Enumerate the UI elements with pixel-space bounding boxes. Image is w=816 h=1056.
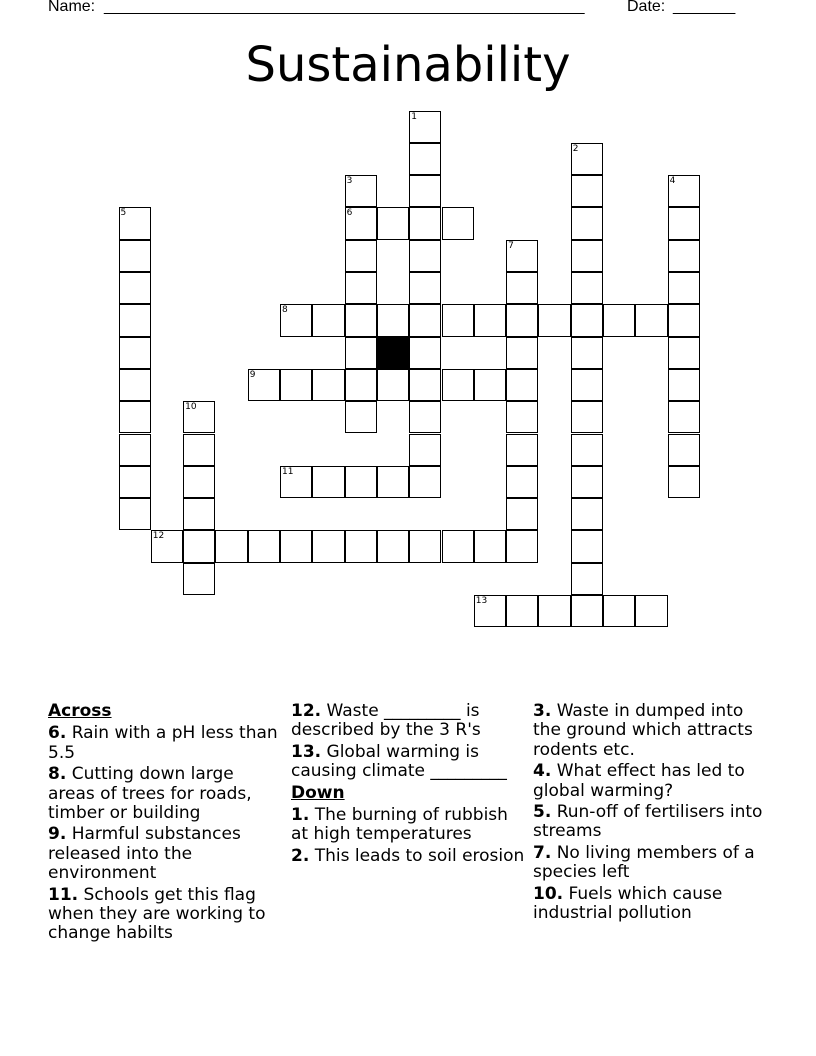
grid-cell[interactable] [119,240,151,272]
clue-text: Rain with a pH less than 5.5 [48,723,278,763]
grid-cell[interactable] [183,434,215,466]
grid-cell[interactable] [668,207,700,239]
clue-text: This leads to soil erosion [314,845,525,866]
clue-number: 9. [48,824,67,845]
grid-cell[interactable] [345,175,377,207]
cell-number: 11 [282,466,294,477]
clue-across-6 [48,724,284,763]
clue-text: No living members of a species left [533,842,755,883]
grid-cell[interactable] [571,240,603,272]
grid-cell[interactable] [442,530,474,562]
grid-cell[interactable] [571,304,603,336]
clue-across-8 [48,765,284,823]
grid-cell[interactable] [506,240,538,272]
grid-cell[interactable] [377,207,409,239]
grid-cell[interactable] [280,369,312,401]
clue-down-3 [533,702,769,760]
clue-number: 5. [533,802,552,823]
grid-cell[interactable] [409,143,441,175]
clue-text: Waste in dumped into the ground which attracts rodents etc. [533,701,753,760]
grid-cell[interactable] [506,337,538,369]
cell-number: 10 [185,402,197,413]
grid-cell[interactable] [603,595,635,627]
clue-text: The burning of rubbish at high temperatures [291,805,508,845]
grid-cell[interactable] [280,304,312,336]
grid-cell[interactable] [442,207,474,239]
page-title: Sustainability [245,37,571,93]
clue-text: Waste _________ is described by the 3 R's [291,701,481,741]
grid-cell[interactable] [442,304,474,336]
grid-cell[interactable] [248,530,280,562]
grid-cell[interactable] [119,401,151,433]
grid-cell[interactable] [506,434,538,466]
grid-cell[interactable] [183,530,215,562]
clue-number: 8. [48,764,67,785]
grid-cell[interactable] [668,401,700,433]
grid-cell[interactable] [571,337,603,369]
grid-cell[interactable] [409,304,441,336]
grid-cell[interactable] [409,111,441,143]
clue-text: Harmful substances released into the environment [48,824,241,884]
clue-text: Cutting down large areas of trees for roads, timber or building [48,764,252,824]
date-label: Date: [627,0,666,15]
cell-number: 13 [475,596,488,606]
clue-text: Global warming is causing climate _________ [291,741,507,782]
cell-number: 8 [282,305,288,316]
grid-cell[interactable] [280,530,312,562]
clue-across-9 [48,825,284,883]
grid-cell[interactable] [183,498,215,530]
grid-cell[interactable] [409,240,441,272]
grid-cell[interactable] [409,175,441,207]
grid-cell[interactable] [345,401,377,433]
grid-cell[interactable] [506,595,538,627]
grid-cell[interactable] [312,530,344,562]
grid-cell[interactable] [668,304,700,336]
grid-cell[interactable] [377,369,409,401]
across-heading: Across [48,701,112,721]
clue-number: 2. [291,845,310,866]
grid-cell[interactable] [668,434,700,466]
grid-cell[interactable] [409,337,441,369]
grid-cell[interactable] [119,272,151,304]
grid-cell[interactable] [474,595,506,627]
clue-down-2 [291,847,527,866]
grid-cell[interactable] [506,369,538,401]
grid-cell[interactable] [409,369,441,401]
cell-number: 7 [508,240,514,251]
cell-number: 12 [152,531,165,542]
clue-down-10 [533,885,769,924]
grid-cell[interactable] [183,563,215,595]
grid-cell[interactable] [312,466,344,498]
grid-cell[interactable] [474,304,506,336]
grid-cell[interactable] [345,337,377,369]
grid-cell[interactable] [571,207,603,239]
clue-down-1 [291,806,527,845]
grid-cell[interactable] [119,498,151,530]
grid-cell[interactable] [571,434,603,466]
cell-number: 2 [572,143,579,154]
grid-cell[interactable] [119,369,151,401]
grid-cell[interactable] [571,369,603,401]
grid-cell[interactable] [668,337,700,369]
clue-across-11 [48,886,284,944]
grid-cell[interactable] [409,401,441,433]
grid-cell[interactable] [312,304,344,336]
grid-cell[interactable] [571,143,603,175]
date-field[interactable]: _______ [673,0,736,15]
grid-cell[interactable] [409,207,441,239]
clues-column-3 [533,702,769,925]
name-label: Name: [48,0,96,15]
clue-number: 6. [48,723,67,744]
clues-column-1 [48,702,284,946]
clue-number: 7. [533,842,552,863]
grid-cell[interactable] [183,401,215,433]
grid-cell[interactable] [506,401,538,433]
clue-text: Schools get this flag when they are working to change habilts [48,884,266,944]
clue-number: 11. [48,884,79,905]
grid-cell[interactable] [409,434,441,466]
grid-cell[interactable] [151,530,183,562]
grid-cell[interactable] [506,272,538,304]
clue-number: 1. [291,805,310,826]
grid-cell[interactable] [635,595,667,627]
grid-cell[interactable] [183,466,215,498]
down-heading: Down [291,782,345,803]
grid-cell[interactable] [345,272,377,304]
clue-down-4 [533,762,769,801]
grid-cell[interactable] [409,466,441,498]
grid-cell[interactable] [668,466,700,498]
grid-cell[interactable] [571,175,603,207]
clue-text: Fuels which cause industrial pollution [533,883,723,924]
grid-cell[interactable] [506,530,538,562]
clue-across-12 [291,702,527,741]
clue-number: 13. [291,741,322,762]
cell-number: 3 [346,176,353,187]
clue-down-5 [533,803,769,842]
clue-number: 10. [533,883,564,904]
cell-number: 4 [669,176,676,187]
grid-cell[interactable] [280,466,312,498]
grid-cell[interactable] [119,434,151,466]
grid-cell[interactable] [668,175,700,207]
grid-cell[interactable] [506,466,538,498]
grid-cell[interactable] [345,240,377,272]
grid-cell[interactable] [506,498,538,530]
clue-text: Run-off of fertilisers into streams [533,802,763,842]
name-field[interactable]: ______________________________________________________ [104,0,585,15]
grid-cell[interactable] [442,369,474,401]
grid-cell[interactable] [571,272,603,304]
clue-across-13 [291,743,527,782]
grid-cell[interactable] [345,466,377,498]
clue-text: What effect has led to global warming? [533,761,745,801]
grid-cell[interactable] [603,304,635,336]
grid-cell[interactable] [635,304,667,336]
clue-number: 12. [291,701,322,721]
grid-cell[interactable] [215,530,247,562]
grid-cell[interactable] [345,369,377,401]
grid-cell[interactable] [248,369,280,401]
grid-cell[interactable] [474,530,506,562]
grid-cell[interactable] [377,304,409,336]
grid-cell[interactable] [571,466,603,498]
cell-number: 1 [411,111,417,122]
grid-cell[interactable] [345,530,377,562]
grid-cell[interactable] [506,304,538,336]
grid-cell[interactable] [668,272,700,304]
grid-cell[interactable] [377,466,409,498]
grid-cell[interactable] [409,530,441,562]
grid-cell[interactable] [538,304,570,336]
grid-cell[interactable] [409,272,441,304]
grid-cell[interactable] [474,369,506,401]
grid-cell[interactable] [571,530,603,562]
grid-cell[interactable] [119,466,151,498]
grid-cell[interactable] [538,595,570,627]
clue-down-7 [533,844,769,883]
grid-cell[interactable] [571,401,603,433]
grid-cell[interactable] [345,304,377,336]
grid-cell[interactable] [571,595,603,627]
cell-number: 5 [120,208,127,219]
clue-number: 4. [533,761,552,782]
grid-cell[interactable] [312,369,344,401]
grid-cell[interactable] [119,337,151,369]
grid-cell[interactable] [345,207,377,239]
grid-cell[interactable] [119,304,151,336]
blocked-cell [377,337,409,369]
clues-column-2 [291,702,527,868]
cell-number: 9 [249,369,256,380]
grid-cell[interactable] [571,563,603,595]
cell-number: 6 [346,208,353,219]
clue-number: 3. [533,701,552,721]
grid-cell[interactable] [119,207,151,239]
grid-cell[interactable] [377,530,409,562]
grid-cell[interactable] [668,369,700,401]
grid-cell[interactable] [571,498,603,530]
grid-cell[interactable] [668,240,700,272]
